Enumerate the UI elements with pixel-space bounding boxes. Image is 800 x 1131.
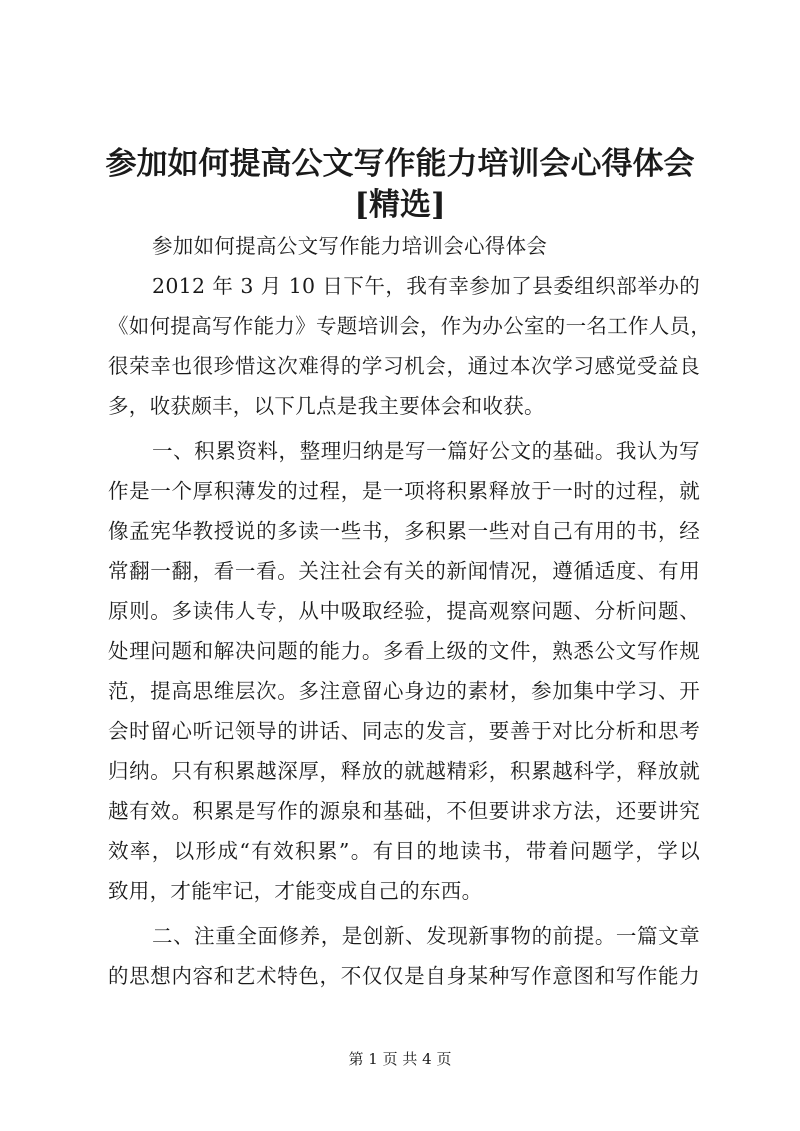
paragraph-line: 的思想内容和艺术特色，不仅仅是自身某种写作意图和写作能力 — [108, 964, 700, 988]
paragraph-line: 二、注重全面修养，是创新、发现新事物的前提。一篇文章 — [152, 924, 700, 948]
paragraph-line: 归纳。只有积累越深厚，释放的就越精彩，积累越科学，释放就 — [108, 759, 700, 783]
paragraph-line: 作是一个厚积薄发的过程，是一项将积累释放于一时的过程，就 — [108, 479, 700, 503]
paragraph-line: 原则。多读伟人专，从中吸取经验，提高观察问题、分析问题、 — [108, 599, 700, 623]
document-title: 参加如何提高公文写作能力培训会心得体会 — [105, 146, 695, 182]
paragraph-line: 很荣幸也很珍惜这次难得的学习机会，通过本次学习感觉受益良 — [108, 354, 700, 378]
paragraph-line: 致用，才能牢记，才能变成自己的东西。 — [108, 879, 483, 903]
subtitle-line: 参加如何提高公文写作能力培训会心得体会 — [152, 234, 548, 258]
paragraph-line: 多，收获颇丰，以下几点是我主要体会和收获。 — [108, 394, 545, 418]
paragraph-line: 越有效。积累是写作的源泉和基础，不但要讲求方法，还要讲究 — [108, 799, 700, 823]
paragraph-line: 会时留心听记领导的讲话、同志的发言，要善于对比分析和思考 — [108, 719, 700, 743]
paragraph-line: 常翻一翻，看一看。关注社会有关的新闻情况，遵循适度、有用 — [108, 559, 700, 583]
paragraph-line: 范，提高思维层次。多注意留心身边的素材，参加集中学习、开 — [108, 679, 700, 703]
document-title-suffix: [精选] — [354, 187, 446, 223]
page-indicator: 第 1 页 共 4 页 — [348, 1050, 452, 1068]
paragraph-line: 效率，以形成“有效积累”。有目的地读书，带着问题学，学以 — [108, 839, 700, 863]
paragraph-line: 一、积累资料，整理归纳是写一篇好公文的基础。我认为写 — [152, 439, 700, 463]
paragraph-line: 《如何提高写作能力》专题培训会，作为办公室的一名工作人员， — [108, 314, 712, 338]
paragraph-line: 2012 年 3 月 10 日下午，我有幸参加了县委组织部举办的 — [152, 274, 700, 298]
paragraph-line: 处理问题和解决问题的能力。多看上级的文件，熟悉公文写作规 — [108, 639, 700, 663]
paragraph-line: 像孟宪华教授说的多读一些书，多积累一些对自己有用的书，经 — [108, 519, 700, 543]
